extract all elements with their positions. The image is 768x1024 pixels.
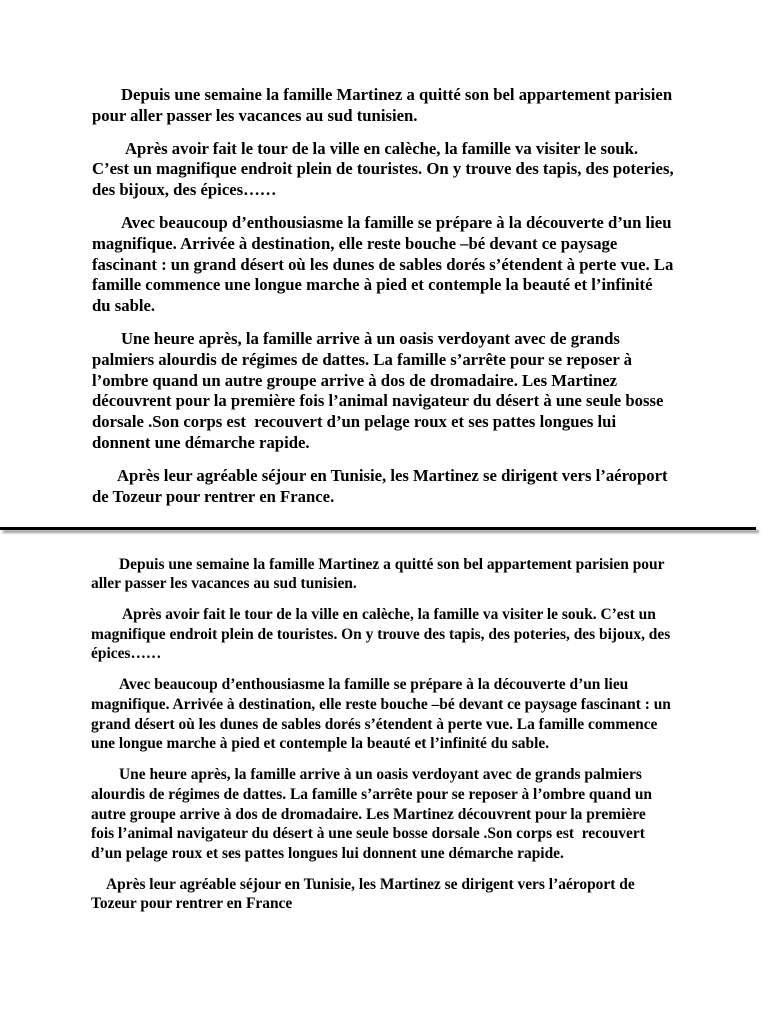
document-version-small	[91, 555, 671, 926]
paragraph	[91, 765, 671, 863]
text-line: de Tozeur pour rentrer en France.	[92, 486, 335, 506]
text-line: magnifique. Arrivée à destination, elle reste bouche –bé devant ce paysage fascinant : un	[91, 696, 671, 714]
document-version-large	[92, 85, 674, 519]
text-line: Avec beaucoup d’enthousiasme la famille se prépare à la découverte d’un lieu	[119, 676, 629, 694]
text-line: Une heure après, la famille arrive à un oasis verdoyant avec de grands palmiers	[119, 766, 642, 784]
paragraph	[92, 466, 674, 508]
text-line: Tozeur pour rentrer en France	[91, 895, 293, 913]
text-line: famille commence une longue marche à pied et contemple la beauté et l’infinité	[92, 275, 653, 295]
paragraph	[92, 85, 674, 127]
text-line: alourdis de régimes de dattes. La famille s’arrête pour se reposer à l’ombre quand un	[91, 785, 653, 803]
paragraph	[91, 605, 671, 664]
paragraph	[92, 139, 674, 201]
text-line: Une heure après, la famille arrive à un oasis verdoyant avec de grands	[121, 328, 620, 348]
text-line: Depuis une semaine la famille Martinez a quitté son bel appartement parisien pour	[119, 555, 665, 573]
text-line: du sable.	[92, 296, 156, 316]
text-line: aller passer les vacances au sud tunisien.	[91, 575, 357, 593]
text-line: d’un pelage roux et ses pattes longues lui donnent une démarche rapide.	[91, 844, 564, 862]
text-line: Après avoir fait le tour de la ville en calèche, la famille va visiter le souk.	[125, 138, 639, 158]
text-line: découvrent pour la première fois l’animal navigateur du désert à une seule bosse	[92, 391, 664, 411]
text-line: Depuis une semaine la famille Martinez a quitté son bel appartement parisien	[121, 85, 673, 104]
text-line: Après avoir fait le tour de la ville en calèche, la famille va visiter le souk. C’est un	[122, 606, 656, 624]
text-line: magnifique. Arrivée à destination, elle reste bouche –bé devant ce paysage	[92, 233, 618, 253]
paragraph	[91, 875, 671, 914]
text-line: donnent une démarche rapide.	[92, 432, 310, 452]
text-line: Après leur agréable séjour en Tunisie, les Martinez se dirigent vers l’aéroport	[117, 465, 668, 485]
text-line: Après leur agréable séjour en Tunisie, les Martinez se dirigent vers l’aéroport de	[106, 875, 635, 893]
text-line: l’ombre quand un autre groupe arrive à dos de dromadaire. Les Martinez	[92, 370, 618, 390]
text-line: des bijoux, des épices……	[92, 180, 277, 200]
text-line: grand désert où les dunes de sables dorés s’étendent à perte vue. La famille commence	[91, 715, 658, 733]
text-line: pour aller passer les vacances au sud tunisien.	[92, 105, 418, 125]
text-line: C’est un magnifique endroit plein de touristes. On y trouve des tapis, des poteries,	[92, 159, 674, 179]
text-line: fascinant : un grand désert où les dunes de sables dorés s’étendent à perte vue. La	[92, 254, 674, 274]
text-line: autre groupe arrive à dos de dromadaire. Les Martinez découvrent pour la première	[91, 805, 646, 823]
text-line: une longue marche à pied et contemple la beauté et l’infinité du sable.	[91, 735, 550, 753]
page-separator	[0, 527, 756, 530]
text-line: fois l’animal navigateur du désert à une seule bosse dorsale .Son corps est recouvert	[91, 825, 645, 843]
paragraph	[91, 675, 671, 753]
text-line: épices……	[91, 645, 162, 663]
paragraph	[92, 213, 674, 317]
text-line: Avec beaucoup d’enthousiasme la famille se prépare à la découverte d’un lieu	[121, 212, 672, 232]
paragraph	[92, 329, 674, 454]
paragraph	[91, 555, 671, 594]
text-line: palmiers alourdis de régimes de dattes. La famille s’arrête pour se reposer à	[92, 349, 632, 369]
text-line: magnifique endroit plein de touristes. On y trouve des tapis, des poteries, des bijoux, des	[91, 625, 671, 643]
text-line: dorsale .Son corps est recouvert d’un pelage roux et ses pattes longues lui	[92, 412, 617, 432]
